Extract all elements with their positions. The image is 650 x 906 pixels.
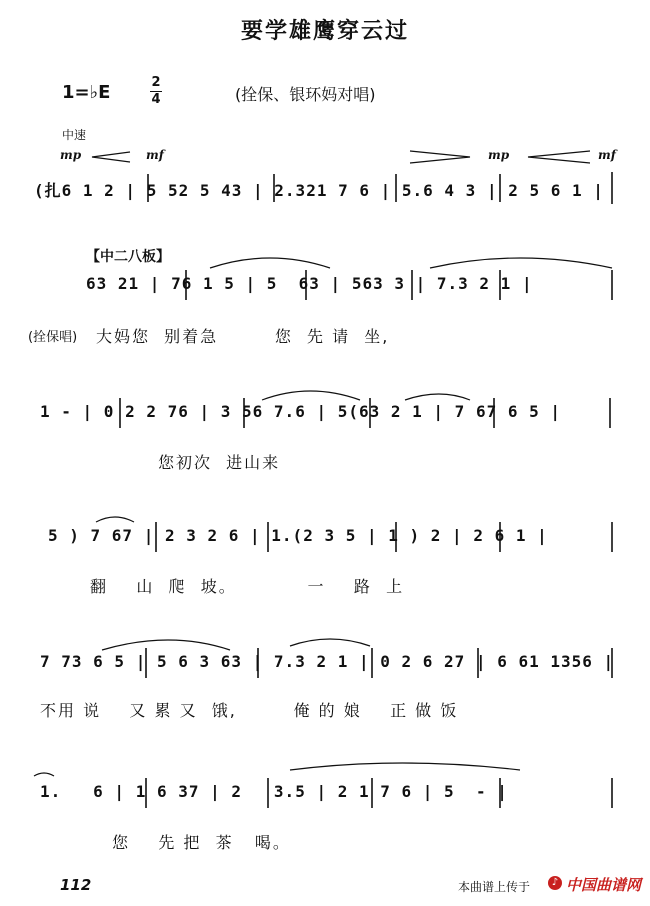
crescendo-hairpin [528, 151, 590, 163]
dynamic-mp: mp [60, 148, 82, 162]
notation-line-2: 63 21 | 76 1 5 | 5 63 | 563 3 | 7.3 2 1 | [86, 274, 533, 293]
page-title: 要学雄鹰穿云过 [240, 19, 409, 44]
lyrics-line-5: 不用 说 又 累 又 饿, 俺 的 娘 正 做 饭 [40, 701, 459, 720]
singer-label: (拴保唱) [28, 330, 78, 345]
footer-text: 本曲谱上传于 [458, 880, 531, 894]
decrescendo-hairpin [410, 151, 470, 163]
lyrics-line-6: 您 先 把 茶 喝。 [112, 833, 291, 852]
roles-note: (拴保、银环妈对唱) [235, 85, 376, 104]
key-signature: 1=♭E [62, 82, 111, 103]
crescendo-hairpin [92, 152, 130, 162]
notation-line-1: (扎6 1 2 | 5 52 5 43 | 2.321 7 6 | 5.6 4 3 | 2 5 6 1 | [34, 181, 604, 200]
dynamic-mf: mf [598, 148, 616, 162]
dynamic-mf: mf [146, 148, 164, 162]
section-label: 【中二八板】 [86, 249, 170, 265]
footer-site-link[interactable]: 中国曲谱网 [566, 876, 642, 894]
site-logo-icon: ♪ [548, 876, 562, 890]
lyrics-line-2: 大妈您 别着急 您 先 请 坐, [96, 327, 390, 346]
time-signature-top: 2 [151, 75, 161, 90]
notation-line-5: 7 73 6 5 | 5 6 3 63 | 7.3 2 1 | 0 2 6 27 | 6 61 1356 | [40, 652, 615, 671]
page-number: 112 [60, 876, 92, 894]
notation-line-6: 1. 6 | 1 6 37 | 2 3.5 | 2 1 7 6 | 5 - | [40, 782, 508, 801]
notation-line-3: 1 - | 0 2 2 76 | 3 56 7.6 | 5(63 2 1 | 7 67 6 5 | [40, 402, 562, 421]
lyrics-line-4: 翻 山 爬 坡。 一 路 上 [90, 577, 405, 596]
lyrics-line-3: 您初次 进山来 [158, 453, 281, 472]
tempo-marking: 中速 [62, 128, 87, 142]
dynamic-mp: mp [488, 148, 510, 162]
time-signature-bottom: 4 [151, 92, 161, 107]
notation-line-4: 5 ) 7 67 | 2 3 2 6 | 1.(2 3 5 | 1 ) 2 | 2 6 1 | [48, 526, 548, 545]
